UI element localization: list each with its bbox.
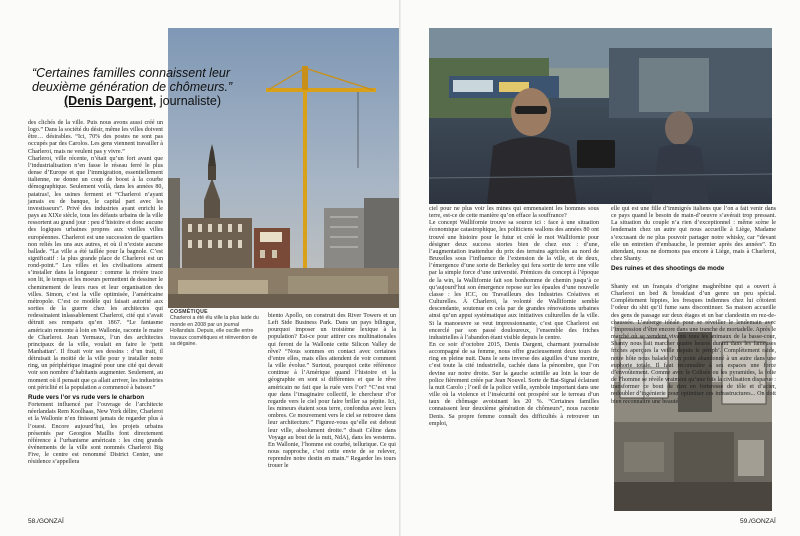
folio-left: 58./GONZAÏ: [28, 518, 64, 525]
column-3-paragraph-3: En ce soir d’octobre 2015, Denis Dargent, charmant journaliste accompagné de sa femme, nous offre gracieusement deux tours de ring en pleine nuit. Dans le sens inverse des aiguilles d’une montre, c’est toute la cité industrielle, cachée dans la pénombre, que l’on devine sur notre droite. Sur la gauche scintille au loin la tour de police fièrement créée par Jean Nouvel. Sorte de Bat-Signal éclairant la nuit Carolo ; l’oeil de la police veille, symbole important dans une ville où la violence et l’insécurité ont prospéré sur le terreau d’un taux de chômage avoisinant les 20 %. “Certaines familles connaissent leur deuxième génération de chômeurs”, nous raconte Denis. Sa propre femme connaît des difficultés à retrouver un emploi,: [429, 341, 599, 427]
column-1-paragraph-2: Charleroi, ville récente, n’était qu’un fort avant que l’industrialisation n’en fasse le réseau ferré le plus dense d’Europe et que l’immigration, essentiellement italienne, ne donne un coup de boost à la courbe démographique. Seulement voilà, dans les années 80, patatras!, les usines ferment et “Charleroi n’ayant jamais eu de banque, le capital part avec les investisseurs”. Privé des industries ayant enrichi le pays au XIXe siècle, tous les défauts urbains de la ville ressortent au grand jour : peu d’histoire et donc aucune des logiques urbaines propres aux vieilles villes européennes. Charleroi est une succession de quartiers non reliés les uns aux autres, et où il n’existe aucune ballade. “La ville a été taillée pour la bagnole. C’est significatif : la plus grande place de Charleroi est un rond-point.” Les villes et les civilisations aiment s’installer dans la longueur : comme la rivière trace son lit, le temps et les moeurs permettent de dessiner le cheminement de leurs rues et leur organisation des villes. Simon, c’est la ville optimisée, l’américaine métropole. C’est ce modèle qui faisait autorité aux sorties de la guerre chez les architectes qui redessinaient inlassablement Charleroi, cité qui s’avait détruit ses remparts qu’en 1867. “Le fantasme américain remonte à loin en Wallonie, raconte le maire de Charleroi. Jean Yermaux, l’un des architectes principaux de la ville, voulait en faire le ‘petit Manhattan’. Il fixait voir ses dessins : d’un trait, il détruisait la moitié de la ville pour y installer notre ring, un périphérique imaginé pour une cité qui devait voir son nombre d’habitants augmenter. Seulement, au moment où il pensait que ça allait arriver, les industries ont périclité et la population a commencé à baisser.”: [28, 155, 163, 391]
quote-author-name: (Denis Dargent,: [64, 94, 157, 108]
column-1-paragraph-3: Fortement influencé par l’ouvrage de l’architecte néerlandais Rem Koolhaas, New York délire, Charleroi et la Wallonie n’en finissent jamais de regarder plus à l’ouest. Encore aujourd’hui, les projets urbains présentés par Georgios Maillis font directement référence à l’urbanisme américain : les cinq grands événements de la ville sont nommés Charleroi Big Five, le centre est renommé District Center, une résidence s’appellera: [28, 402, 163, 466]
column-3-paragraph-1: ciel pour ne plus voir les mines qui emmenaient les hommes sous terre, est-ce de cette manière qu’on efface la souffrance?: [429, 206, 599, 220]
photo-caption: [170, 309, 262, 347]
folio-right: 59./GONZAÏ: [740, 518, 776, 525]
column-2-paragraph: biento Apollo, on construit des River Towers et un Left Side Business Park. Dans un pays bilingue, pourquoi imposer un troisième lexique à la population? Est-ce pour attirer ces multinationales qui feront de la Wallonie cette Silicon Valley de rêve? “Nous sommes en contact avec certaines d’entre elles, mais elles attendent de voir comment la ville évolue.” Surtout, pourquoi cette référence continue à l’Amérique quand l’histoire et la géographie en sont si différentes et que le rêve américain ne fait que la ruée vers l’or? “C’est vrai que dans l’imaginaire collectif, le chercheur d’or regarde vers le ciel pour faire briller sa pépite. Ici, les mineurs étaient sous terre, confondus avec leurs ombres. Ce mouvement vers le ciel se retrouve dans leur architecture.” Figurez-vous qu’elle est debout leur ville, absolument droite.” disait Céline dans Voyage au bout de la nuit, NdA), dans les westerns. En Wallonie, l’homme est courbé, tellurique. Ce qui nous rapproche, c’est cette envie de se relever, reprendre notre destin en main.” Regarder les tours trouer le: [268, 313, 396, 470]
column-1-paragraph-1: des clichés de la ville. Puis nous avons aussi créé un logo.” Dans la société du désir, même les villes doivent être… désirables. “Ici, 70% des postes ne sont pas occupés par des Carolos. Les gens viennent travailler à Charleroi, mais ne veulent pas y vivre.”: [28, 120, 163, 155]
photo-man-reflection: [429, 28, 772, 204]
section-heading-gold-coal: Rude vers l’or vs rude vers le charbon: [28, 393, 145, 401]
article-column-2: [268, 313, 396, 513]
caption-body: Charleroi a été élu ville la plus laide du monde en 2008 par un journal Hollandais. Depuis, elle oscille entre travaux cosmétiques et réinvention de sa dégaine.: [170, 315, 259, 348]
article-column-1: [28, 120, 163, 514]
quote-author-role: journaliste): [156, 94, 222, 108]
column-4-paragraph-2: Shanty est un français d’origine maghrébine qui a ouvert à Charleroi un bed & breakfast d’un genre un peu spécial. Complètement hippies, les fresques indiennes chez lui côtoient l’odeur du shit qu’il fume sans discontinuer. Sa maison accueille des gens de passage sur deux étages et un bar clandestin en rez-de-chaussée. L’auberge idéale pour se réveiller le lendemain avec l’impression d’être encore dans une tranche de mortadelle. Après le marché où se vendent vivants tous les animaux de la basse-cour, Shanty nous fait marcher quatre heures durant dans les fameuses friches aperçues la veille depuis le périph’. Complètement raide, notre hôte nous balade d’un point abandonné à un autre dans une euphorie totale. Il faut reconnaître à ses espaces une force d’envoûtement. Comme avec le Colisée ou les pyramides, la folie de l’homme se révèle vraiment qu’une fois la civilisation disparue : transformer ce bout de rien en forteresse de tôle et d’acier, redoubler d’ingénierie pour optimiser ces infrastructures... On doit bien reconnaître une beauté: [611, 284, 776, 405]
column-4-paragraph-1: elle qui est une fille d’immigrés italiens que l’on a fait venir dans ce pays quand le besoin de main-d’oeuvre s’avérait trop pressant. La situation du couple n’a rien d’exceptionnel : même scène le lendemain chez un autre qui nous accueille à Liège, Madame s’excusant de ne plus pouvoir partager notre whisky, car “devant elle un entretien d’embauche, le premier après des années”. En attendant, nous ne dormons pas encore à Liège, mais à Charleroi, chez Shanty.: [611, 206, 776, 263]
section-heading-ruins-fashion: Des ruines et des shootings de mode: [611, 265, 725, 273]
caption-heading: COSMÉTIQUE: [170, 309, 208, 315]
quote-attribution: [64, 94, 221, 108]
column-3-paragraph-2: Le concept Wallifornie trouve sa source ici : face à une situation économique catastrophique, les politiciens wallons des années 80 ont trouvé une histoire pour le futur et créé le mot Wallifornie pour désigner deux success stories bien de chez eux : d’une, l’augmentation inattendue du prix des terrains agricoles au nord de Bruxelles sous l’influence de l’extension de la ville, et de deux, l’émergence d’une sorte de Berkeley qui fera sortir de terre une ville par la simple force d’une université. Prémices du concept à l’époque de la win, la Wallifornie fait son bonhomme de chemin jusqu’à ce qu’aujourd’hui son émergence repose sur les épaules d’une nouvelle classe : les ICC, ou Travailleurs des Industries Créatives et Culturelles. À Charleroi, la volonté de Wallifornie semble descendante, soutenue en cela par de grandes rénovations urbaines ainsi qu’un appui systématique aux initiatives culturelles de la ville. Si la manoeuvre se veut impressionnante, c’est que Charleroi est encerclé par son passé douloureux, l’ensemble des friches industrielles à l’abandon étant visible depuis le centre.: [429, 220, 599, 341]
page-gutter: [399, 0, 401, 536]
article-column-3: [429, 206, 599, 514]
pull-quote: “Certaines familles connaissent leur deuxième génération de chômeurs.”: [32, 66, 233, 94]
article-column-4-lower-text: [611, 284, 776, 405]
